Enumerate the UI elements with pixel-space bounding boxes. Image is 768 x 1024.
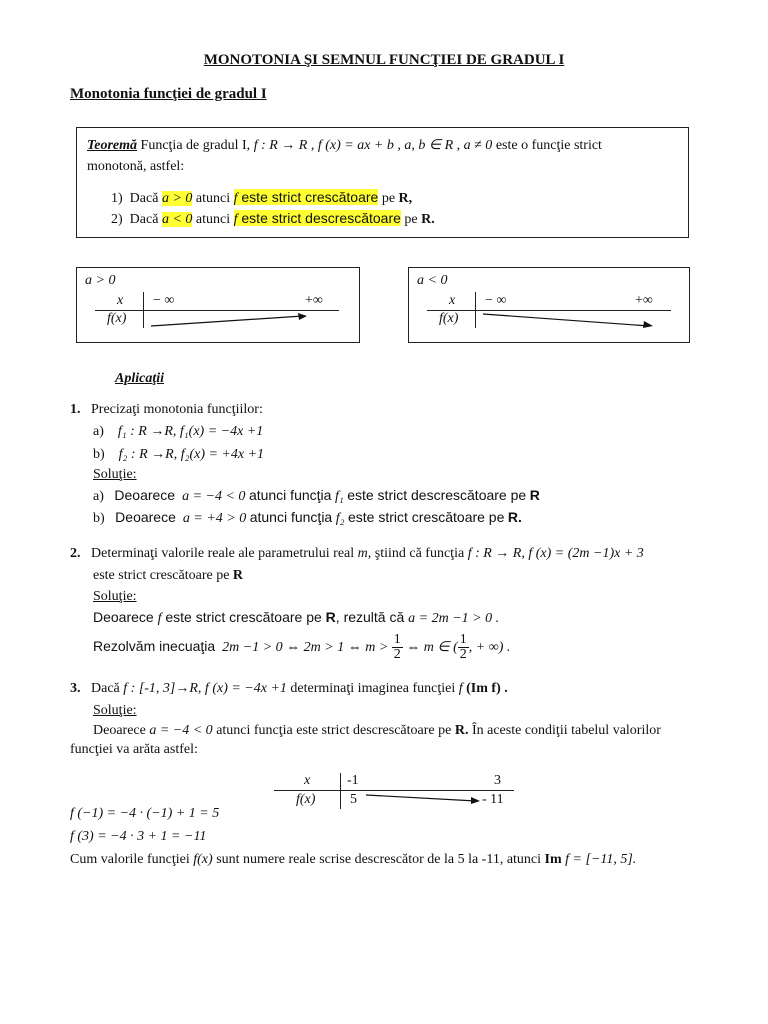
solution-2-line1: Deoarece f este strict crescătoare pe R, rezultă că a = 2m −1 > 0 . (93, 609, 500, 626)
page-title: MONOTONIA ŞI SEMNUL FUNCŢIEI DE GRADUL I (203, 52, 565, 68)
table-x-label: x (304, 773, 311, 788)
exercise-3: 3. Dacă f : [-1, 3]→R, f (x) = −4x +1 determinaţi imaginea funcţiei f (Im f) . (70, 681, 508, 696)
table-x-label: x (449, 293, 456, 308)
fraction: $\frac{1}{2}$ (393, 632, 401, 663)
table-plus-inf: +∞ (635, 293, 653, 308)
theorem-item: 1) Dacă a > 0 atunci f este strict crescătoare pe R, (111, 189, 413, 206)
theorem-line2: monotonă, astfel: (87, 159, 185, 174)
table-minus-inf: − ∞ (485, 293, 507, 308)
calculation-2: f (3) = −4 · 3 + 1 = −11 (70, 829, 207, 844)
solution-3-line1: Deoarece a = −4 < 0 atunci funcţia este strict descrescătoare pe R. În aceste condiţii tabelul valorilor (93, 723, 661, 738)
theorem-text-end: este o funcţie strict (495, 138, 602, 153)
solution-3-line2: funcţiei va arăta astfel: (70, 742, 198, 757)
table-y2: - 11 (482, 792, 504, 807)
solution-label: Soluţie: (93, 467, 137, 482)
applications-heading: Aplicaţii (115, 371, 164, 386)
solution-2-line2: Rezolvăm inecuaţia 2m −1 > 0 ⇔ 2m > 1 ⇔ m > $\frac{1}{2}$ ⇔ m ∈ ( $\frac{1}{2}$ , + ∞) . (93, 632, 511, 663)
condition-highlight: a < 0 (161, 212, 193, 227)
exercise-1a: a) f₁ : R →R, f₁(x) = −4x +1 (93, 424, 264, 439)
exercise-2-line2: este strict crescătoare pe R (93, 568, 244, 583)
solution-1a: a) Deoarece a = −4 < 0 atunci funcţia f₁ este strict descrescătoare pe R (93, 487, 540, 504)
calculation-1: f (−1) = −4 · (−1) + 1 = 5 (70, 806, 220, 821)
table-condition: a < 0 (417, 273, 448, 288)
table-fx-label: f(x) (107, 311, 127, 326)
solution-label: Soluţie: (93, 703, 137, 718)
theorem-text: Funcţia de gradul I, (140, 138, 251, 153)
result-highlight: f este strict crescătoare (233, 189, 379, 206)
table-y1: 5 (350, 792, 357, 807)
section-heading: Monotonia funcţiei de gradul I (70, 86, 267, 102)
solution-label: Soluţie: (93, 589, 137, 604)
exercise-1b: b) f₂ : R →R, f₂(x) = +4x +1 (93, 447, 265, 462)
condition-highlight: a > 0 (161, 191, 193, 206)
table-x-label: x (117, 293, 124, 308)
table-x1: -1 (347, 773, 359, 788)
table-condition: a > 0 (85, 273, 116, 288)
fraction: $\frac{1}{2}$ (459, 632, 467, 663)
conclusion: Cum valorile funcţiei f(x) sunt numere reale scrise descrescător de la 5 la -11, atunci Im f = [−11, 5]. (70, 852, 637, 867)
theorem-math: f : R → R , f (x) = ax + b , a, b ∈ R , a ≠ 0 (253, 138, 493, 153)
table-x2: 3 (494, 773, 501, 788)
table-plus-inf: +∞ (305, 293, 323, 308)
exercise-2: 2. Determinaţi valorile reale ale parametrului real m, ştiind că funcţia f : R → R, f (x) = (2m −1)x + 3 (70, 546, 644, 561)
solution-1b: b) Deoarece a = +4 > 0 atunci funcţia f₂ este strict crescătoare pe R. (93, 509, 522, 526)
exercise-1: 1. Precizaţi monotonia funcţiilor: (70, 402, 263, 417)
table-minus-inf: − ∞ (153, 293, 175, 308)
result-highlight: f este strict descrescătoare (233, 210, 401, 227)
table-fx-label: f(x) (296, 792, 316, 807)
table-fx-label: f(x) (439, 311, 459, 326)
theorem-item: 2) Dacă a < 0 atunci f este strict descrescătoare pe R. (111, 210, 435, 227)
theorem-label: Teoremă (87, 138, 138, 153)
